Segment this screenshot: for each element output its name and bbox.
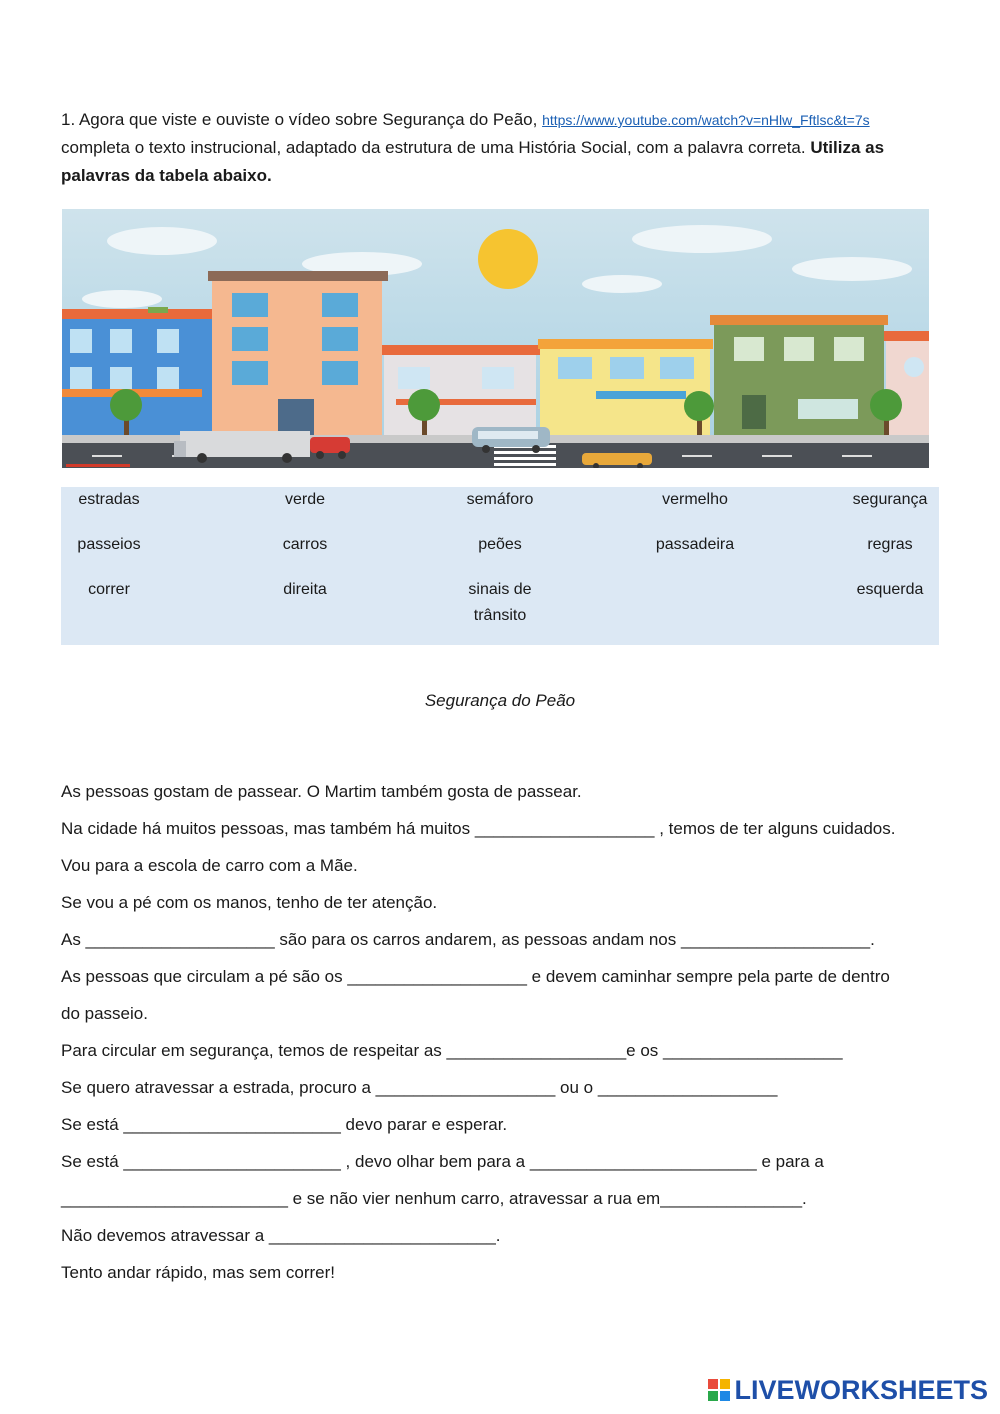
word-cell: carros [282, 536, 328, 553]
city-street-illustration [62, 209, 929, 468]
word-cell: sinais de trânsito [468, 581, 532, 624]
story-line: Se quero atravessar a estrada, procuro a ___________________ ou o ___________________ [61, 1078, 778, 1097]
story-line: As pessoas que circulam a pé são os ___________________ e devem caminhar sempre pela parte de dentro [61, 967, 890, 986]
story-line: As ____________________ são para os carros andarem, as pessoas andam nos ____________________. [61, 930, 875, 949]
story-line: Se está _______________________ , devo olhar bem para a ________________________ e para a [61, 1152, 824, 1171]
word-cell: correr [88, 581, 130, 598]
word-cell: vermelho [662, 491, 728, 508]
logo-block [708, 1391, 718, 1401]
logo-text: LIVEWORKSHEETS [734, 1374, 988, 1405]
liveworksheets-logo[interactable] [708, 1374, 988, 1406]
word-cell: peões [478, 536, 522, 553]
word-cell: segurança [852, 491, 928, 508]
building-gray [382, 345, 540, 437]
logo-blocks-icon [708, 1379, 730, 1401]
word-cell: verde [284, 491, 326, 508]
word-cell: passadeira [655, 536, 735, 553]
building-peach [208, 271, 388, 437]
instructions [61, 106, 941, 190]
story-line: Se está _______________________ devo parar e esperar. [61, 1115, 508, 1134]
story-line: Se vou a pé com os manos, tenho de ter atenção. [61, 893, 438, 912]
instructions-text: 1. Agora que viste e ouviste o vídeo sobre Segurança do Peão, [61, 110, 538, 129]
story-line: As pessoas gostam de passear. O Martim também gosta de passear. [61, 782, 582, 801]
word-cell: direita [283, 581, 327, 598]
building-green [710, 315, 888, 437]
instructions-text-continued: completa o texto instrucional, adaptado da estrutura de uma História Social, com a palavra correta. [61, 138, 806, 157]
building-pink [884, 331, 929, 437]
word-cell: semáforo [466, 491, 534, 508]
word-cell: esquerda [856, 581, 924, 598]
word-cell: estradas [78, 491, 140, 508]
story-line: Tento andar rápido, mas sem correr! [61, 1263, 336, 1282]
story-line: Não devemos atravessar a ________________________. [61, 1226, 501, 1245]
word-cell: passeios [77, 536, 141, 553]
logo-block [708, 1379, 718, 1389]
story-line: do passeio. [61, 1004, 148, 1023]
word-bank-table [61, 487, 939, 645]
city-street-image [62, 209, 929, 468]
story-line: ________________________ e se não vier nenhum carro, atravessar a rua em_______________. [61, 1189, 807, 1208]
logo-block [720, 1379, 730, 1389]
logo-block [720, 1391, 730, 1401]
story-line: Para circular em segurança, temos de respeitar as ___________________e os ___________________ [61, 1041, 843, 1060]
sun [478, 229, 538, 289]
story-title: Segurança do Peão [424, 691, 576, 710]
story-line: Na cidade há muitos pessoas, mas também há muitos ___________________ , temos de ter alguns cuidados. [61, 819, 896, 838]
building-blue [62, 307, 217, 437]
word-cell: regras [867, 536, 913, 553]
instructions-bold: Utiliza as palavras da tabela abaixo. [61, 138, 885, 185]
building-yellow [538, 339, 713, 437]
story-line: Vou para a escola de carro com a Mãe. [61, 856, 358, 875]
video-link[interactable]: https://www.youtube.com/watch?v=nHlw_Fftlsc&t=7s [542, 112, 870, 128]
